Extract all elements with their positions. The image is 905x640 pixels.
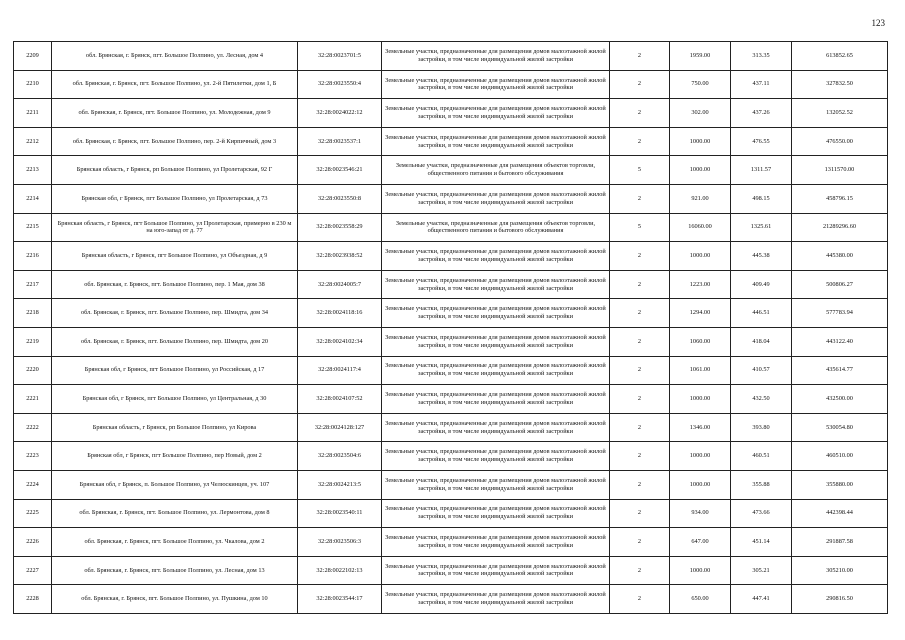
cadastral-number-cell: 32:28:0024107:52: [298, 385, 382, 414]
cadastral-value-cell: 1311570.00: [792, 156, 888, 185]
land-use-cell: Земельные участки, предназначенные для размещения домов малоэтажной жилой застройки, в том числе индивидуальной жилой застройки: [382, 385, 610, 414]
row-number-cell: 2213: [14, 156, 52, 185]
area-cell: 1294.00: [670, 299, 731, 328]
cadastral-number-cell: 32:28:0024213:5: [298, 470, 382, 499]
category-code-cell: 2: [610, 585, 670, 614]
row-number-cell: 2222: [14, 413, 52, 442]
cadastral-value-cell: 442398.44: [792, 499, 888, 528]
category-code-cell: 2: [610, 499, 670, 528]
area-cell: 1000.00: [670, 556, 731, 585]
address-cell: обл. Брянская, г. Брянск, пгт. Большое Полпино, пер. Шмидта, дом 34: [52, 299, 298, 328]
cadastral-number-cell: 32:28:0023550:8: [298, 184, 382, 213]
category-code-cell: 2: [610, 70, 670, 99]
unit-value-cell: 432.50: [731, 385, 792, 414]
cadastral-number-cell: 32:28:0024128:127: [298, 413, 382, 442]
cadastral-number-cell: 32:28:0024005:7: [298, 270, 382, 299]
area-cell: 1000.00: [670, 470, 731, 499]
table-body: [14, 42, 888, 614]
area-cell: 1000.00: [670, 385, 731, 414]
address-cell: обл. Брянская, г. Брянск, пгт. Большое Полпино, пер. Шмидта, дом 20: [52, 327, 298, 356]
table-row: [14, 99, 888, 128]
unit-value-cell: 355.88: [731, 470, 792, 499]
unit-value-cell: 498.15: [731, 184, 792, 213]
category-code-cell: 2: [610, 470, 670, 499]
page-number: 123: [871, 18, 885, 28]
unit-value-cell: 447.41: [731, 585, 792, 614]
row-number-cell: 2210: [14, 70, 52, 99]
land-use-cell: Земельные участки, предназначенные для размещения домов малоэтажной жилой застройки, в том числе индивидуальной жилой застройки: [382, 556, 610, 585]
row-number-cell: 2224: [14, 470, 52, 499]
cadastral-number-cell: 32:28:0023546:21: [298, 156, 382, 185]
address-cell: Брянская область, г Брянск, пгт Большое Полпино, ул Объездная, д 9: [52, 242, 298, 271]
area-cell: 1060.00: [670, 327, 731, 356]
cadastral-value-cell: 458796.15: [792, 184, 888, 213]
area-cell: 16060.00: [670, 213, 731, 242]
cadastral-value-cell: 443122.40: [792, 327, 888, 356]
land-use-cell: Земельные участки, предназначенные для размещения домов малоэтажной жилой застройки, в том числе индивидуальной жилой застройки: [382, 442, 610, 471]
area-cell: 1223.00: [670, 270, 731, 299]
table-row: [14, 70, 888, 99]
cadastral-value-cell: 290816.50: [792, 585, 888, 614]
address-cell: Брянская область, г Брянск, рп Большое Полпино, ул Пролетарская, 92 Г: [52, 156, 298, 185]
land-use-cell: Земельные участки, предназначенные для размещения домов малоэтажной жилой застройки, в том числе индивидуальной жилой застройки: [382, 242, 610, 271]
land-use-cell: Земельные участки, предназначенные для размещения домов малоэтажной жилой застройки, в том числе индивидуальной жилой застройки: [382, 499, 610, 528]
category-code-cell: 2: [610, 556, 670, 585]
land-use-cell: Земельные участки, предназначенные для размещения домов малоэтажной жилой застройки, в том числе индивидуальной жилой застройки: [382, 127, 610, 156]
unit-value-cell: 393.80: [731, 413, 792, 442]
area-cell: 1000.00: [670, 156, 731, 185]
area-cell: 302.00: [670, 99, 731, 128]
address-cell: Брянская обл, г Брянск, пгт Большое Полпино, ул Центральная, д 30: [52, 385, 298, 414]
unit-value-cell: 305.21: [731, 556, 792, 585]
table-row: [14, 270, 888, 299]
cadastral-value-cell: 305210.00: [792, 556, 888, 585]
land-use-cell: Земельные участки, предназначенные для размещения домов малоэтажной жилой застройки, в том числе индивидуальной жилой застройки: [382, 356, 610, 385]
row-number-cell: 2225: [14, 499, 52, 528]
land-use-cell: Земельные участки, предназначенные для размещения объектов торговли, общественного питания и бытового обслуживания: [382, 156, 610, 185]
cadastral-number-cell: 32:28:0023504:6: [298, 442, 382, 471]
cadastral-value-cell: 291887.58: [792, 528, 888, 557]
row-number-cell: 2226: [14, 528, 52, 557]
area-cell: 1061.00: [670, 356, 731, 385]
cadastral-number-cell: 32:28:0024102:34: [298, 327, 382, 356]
table-row: [14, 242, 888, 271]
row-number-cell: 2214: [14, 184, 52, 213]
row-number-cell: 2218: [14, 299, 52, 328]
area-cell: 1346.00: [670, 413, 731, 442]
cadastral-value-cell: 476550.00: [792, 127, 888, 156]
row-number-cell: 2223: [14, 442, 52, 471]
unit-value-cell: 437.11: [731, 70, 792, 99]
unit-value-cell: 1325.61: [731, 213, 792, 242]
table-row: [14, 127, 888, 156]
category-code-cell: 2: [610, 127, 670, 156]
cadastral-number-cell: 32:28:0022102:13: [298, 556, 382, 585]
address-cell: Брянская обл, г Брянск, пгт Большое Полпино, ул Российская, д 17: [52, 356, 298, 385]
category-code-cell: 2: [610, 270, 670, 299]
cadastral-number-cell: 32:28:0023506:3: [298, 528, 382, 557]
cadastral-number-cell: 32:28:0023540:11: [298, 499, 382, 528]
land-use-cell: Земельные участки, предназначенные для размещения домов малоэтажной жилой застройки, в том числе индивидуальной жилой застройки: [382, 70, 610, 99]
cadastral-value-cell: 460510.00: [792, 442, 888, 471]
category-code-cell: 2: [610, 42, 670, 71]
cadastral-value-cell: 530054.80: [792, 413, 888, 442]
cadastral-value-cell: 613852.65: [792, 42, 888, 71]
category-code-cell: 2: [610, 413, 670, 442]
cadastral-number-cell: 32:28:0023537:1: [298, 127, 382, 156]
land-registry-table: [13, 41, 888, 614]
address-cell: Брянская область, г Брянск, рп Большое Полпино, ул Кирова: [52, 413, 298, 442]
row-number-cell: 2211: [14, 99, 52, 128]
cadastral-value-cell: 355880.00: [792, 470, 888, 499]
cadastral-value-cell: 132052.52: [792, 99, 888, 128]
area-cell: 1000.00: [670, 127, 731, 156]
unit-value-cell: 437.26: [731, 99, 792, 128]
table-row: [14, 528, 888, 557]
category-code-cell: 5: [610, 213, 670, 242]
cadastral-number-cell: 32:28:0023558:29: [298, 213, 382, 242]
unit-value-cell: 460.51: [731, 442, 792, 471]
land-use-cell: Земельные участки, предназначенные для размещения домов малоэтажной жилой застройки, в том числе индивидуальной жилой застройки: [382, 299, 610, 328]
area-cell: 650.00: [670, 585, 731, 614]
cadastral-number-cell: 32:28:0023701:5: [298, 42, 382, 71]
row-number-cell: 2227: [14, 556, 52, 585]
table-row: [14, 327, 888, 356]
table-row: [14, 556, 888, 585]
area-cell: 934.00: [670, 499, 731, 528]
category-code-cell: 2: [610, 356, 670, 385]
table-row: [14, 156, 888, 185]
unit-value-cell: 446.51: [731, 299, 792, 328]
row-number-cell: 2220: [14, 356, 52, 385]
table-row: [14, 213, 888, 242]
address-cell: обл. Брянская, г. Брянск, пгт. Большое Полпино, пер. 2-й Кирпичный, дом 3: [52, 127, 298, 156]
category-code-cell: 2: [610, 299, 670, 328]
row-number-cell: 2216: [14, 242, 52, 271]
row-number-cell: 2215: [14, 213, 52, 242]
address-cell: обл. Брянская, г. Брянск, пгт. Большое Полпино, ул. Лермонтова, дом 8: [52, 499, 298, 528]
unit-value-cell: 313.35: [731, 42, 792, 71]
area-cell: 750.00: [670, 70, 731, 99]
row-number-cell: 2217: [14, 270, 52, 299]
row-number-cell: 2228: [14, 585, 52, 614]
address-cell: Брянская обл, г Брянск, п. Большое Полпино, ул Челюскинцев, уч. 107: [52, 470, 298, 499]
unit-value-cell: 476.55: [731, 127, 792, 156]
category-code-cell: 2: [610, 327, 670, 356]
address-cell: обл. Брянская, г. Брянск, пгт. Большое Полпино, ул. Пушкина, дом 10: [52, 585, 298, 614]
land-use-cell: Земельные участки, предназначенные для размещения домов малоэтажной жилой застройки, в том числе индивидуальной жилой застройки: [382, 528, 610, 557]
land-use-cell: Земельные участки, предназначенные для размещения домов малоэтажной жилой застройки, в том числе индивидуальной жилой застройки: [382, 184, 610, 213]
cadastral-number-cell: 32:28:0024022:12: [298, 99, 382, 128]
address-cell: обл. Брянская, г. Брянск, пгт. Большое Полпино, ул. Лесная, дом 4: [52, 42, 298, 71]
category-code-cell: 2: [610, 99, 670, 128]
table-row: [14, 356, 888, 385]
address-cell: обл. Брянская, г. Брянск, пгт. Большое Полпино, ул. 2-й Пятилетки, дом 1, Б: [52, 70, 298, 99]
category-code-cell: 5: [610, 156, 670, 185]
address-cell: обл. Брянская, г. Брянск, пгт. Большое Полпино, ул. Чкалова, дом 2: [52, 528, 298, 557]
cadastral-value-cell: 445380.00: [792, 242, 888, 271]
land-use-cell: Земельные участки, предназначенные для размещения домов малоэтажной жилой застройки, в том числе индивидуальной жилой застройки: [382, 470, 610, 499]
unit-value-cell: 418.04: [731, 327, 792, 356]
table-row: [14, 470, 888, 499]
land-use-cell: Земельные участки, предназначенные для размещения объектов торговли, общественного питания и бытового обслуживания: [382, 213, 610, 242]
address-cell: Брянская обл, г Брянск, пгт Большое Полпино, ул Пролетарская, д 73: [52, 184, 298, 213]
cadastral-value-cell: 500806.27: [792, 270, 888, 299]
category-code-cell: 2: [610, 184, 670, 213]
address-cell: Брянская обл, г Брянск, пгт Большое Полпино, пер Новый, дом 2: [52, 442, 298, 471]
table-row: [14, 42, 888, 71]
unit-value-cell: 451.14: [731, 528, 792, 557]
cadastral-value-cell: 435614.77: [792, 356, 888, 385]
area-cell: 1000.00: [670, 442, 731, 471]
cadastral-number-cell: 32:28:0024118:16: [298, 299, 382, 328]
land-use-cell: Земельные участки, предназначенные для размещения домов малоэтажной жилой застройки, в том числе индивидуальной жилой застройки: [382, 42, 610, 71]
cadastral-number-cell: 32:28:0024117:4: [298, 356, 382, 385]
land-use-cell: Земельные участки, предназначенные для размещения домов малоэтажной жилой застройки, в том числе индивидуальной жилой застройки: [382, 270, 610, 299]
category-code-cell: 2: [610, 385, 670, 414]
land-use-cell: Земельные участки, предназначенные для размещения домов малоэтажной жилой застройки, в том числе индивидуальной жилой застройки: [382, 585, 610, 614]
land-use-cell: Земельные участки, предназначенные для размещения домов малоэтажной жилой застройки, в том числе индивидуальной жилой застройки: [382, 327, 610, 356]
area-cell: 1000.00: [670, 242, 731, 271]
unit-value-cell: 473.66: [731, 499, 792, 528]
category-code-cell: 2: [610, 442, 670, 471]
category-code-cell: 2: [610, 528, 670, 557]
cadastral-value-cell: 432500.00: [792, 385, 888, 414]
unit-value-cell: 410.57: [731, 356, 792, 385]
table-row: [14, 385, 888, 414]
table-row: [14, 413, 888, 442]
row-number-cell: 2221: [14, 385, 52, 414]
row-number-cell: 2212: [14, 127, 52, 156]
cadastral-value-cell: 577783.94: [792, 299, 888, 328]
table-row: [14, 442, 888, 471]
unit-value-cell: 1311.57: [731, 156, 792, 185]
unit-value-cell: 409.49: [731, 270, 792, 299]
cadastral-number-cell: 32:28:0023544:17: [298, 585, 382, 614]
area-cell: 1959.00: [670, 42, 731, 71]
row-number-cell: 2219: [14, 327, 52, 356]
cadastral-value-cell: 21289296.60: [792, 213, 888, 242]
table-row: [14, 184, 888, 213]
land-use-cell: Земельные участки, предназначенные для размещения домов малоэтажной жилой застройки, в том числе индивидуальной жилой застройки: [382, 99, 610, 128]
land-use-cell: Земельные участки, предназначенные для размещения домов малоэтажной жилой застройки, в том числе индивидуальной жилой застройки: [382, 413, 610, 442]
address-cell: Брянская область, г Брянск, пгт Большое Полпино, ул Пролетарская, примерно в 230 м на юго-запад от д. 77: [52, 213, 298, 242]
row-number-cell: 2209: [14, 42, 52, 71]
unit-value-cell: 445.38: [731, 242, 792, 271]
category-code-cell: 2: [610, 242, 670, 271]
address-cell: обл. Брянская, г. Брянск, пгт. Большое Полпино, ул. Лесная, дом 13: [52, 556, 298, 585]
cadastral-value-cell: 327832.50: [792, 70, 888, 99]
address-cell: обл. Брянская, г. Брянск, пгт. Большое Полпино, ул. Молодежная, дом 9: [52, 99, 298, 128]
table-row: [14, 499, 888, 528]
area-cell: 647.00: [670, 528, 731, 557]
table-row: [14, 299, 888, 328]
address-cell: обл. Брянская, г. Брянск, пгт. Большое Полпино, пер. 1 Мая, дом 38: [52, 270, 298, 299]
cadastral-number-cell: 32:28:0023550:4: [298, 70, 382, 99]
area-cell: 921.00: [670, 184, 731, 213]
table-row: [14, 585, 888, 614]
cadastral-number-cell: 32:28:0023938:52: [298, 242, 382, 271]
